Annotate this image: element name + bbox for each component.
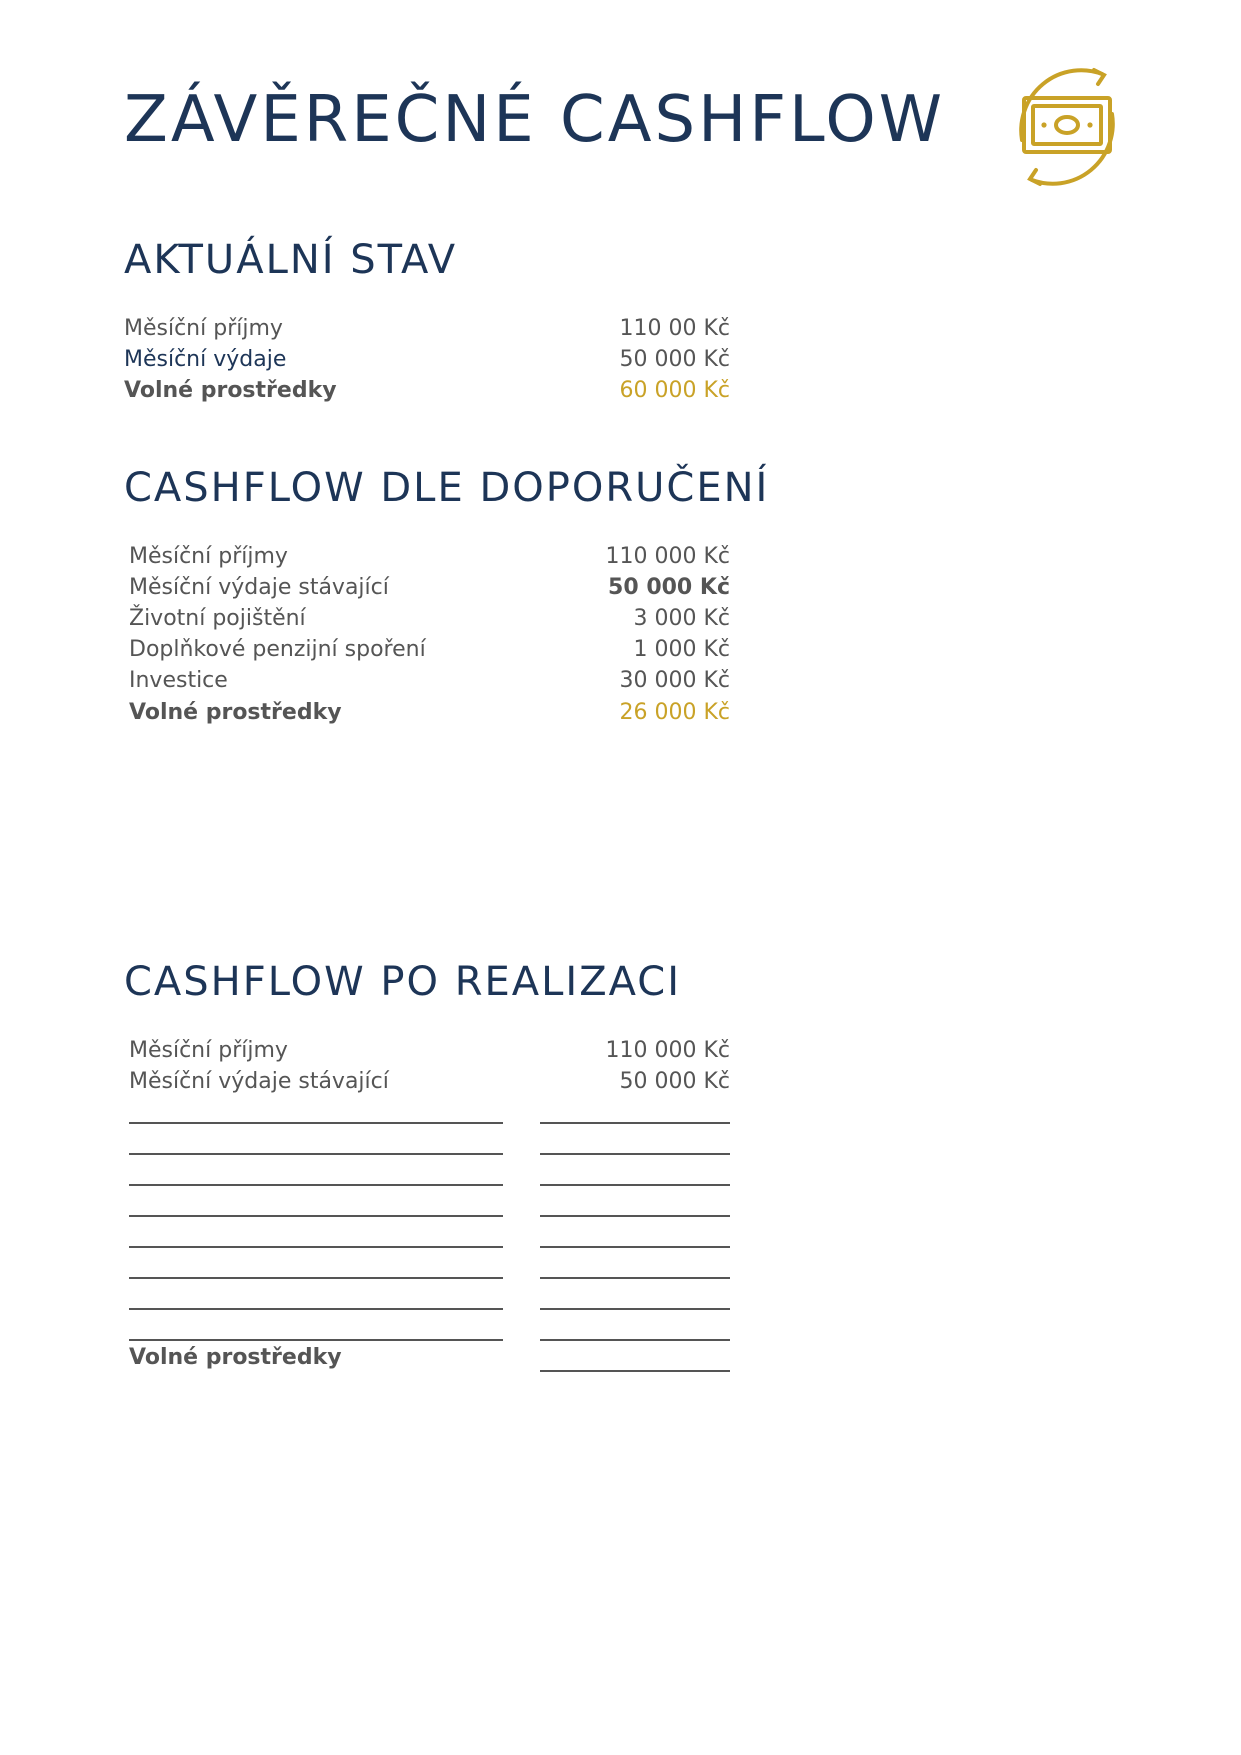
blank-label-line — [129, 1184, 503, 1186]
cashflow-row-total — [129, 1342, 730, 1373]
row-label: Měsíční výdaje — [124, 347, 287, 372]
section-heading-recommended: CASHFLOW DLE DOPORUČENÍ — [124, 465, 770, 511]
cashflow-row-total — [124, 375, 730, 406]
cashflow-row — [129, 1066, 730, 1097]
blank-value-line — [540, 1153, 730, 1155]
row-value: 30 000 Kč — [619, 668, 730, 693]
row-label: Doplňkové penzijní spoření — [129, 637, 426, 662]
blank-value-line — [540, 1339, 730, 1341]
cashflow-row — [129, 634, 730, 665]
cashflow-row — [129, 1035, 730, 1066]
row-label: Investice — [129, 668, 228, 693]
cashflow-row — [129, 572, 730, 603]
row-value: 110 000 Kč — [605, 1038, 730, 1063]
row-value: 1 000 Kč — [633, 637, 730, 662]
row-value: 110 000 Kč — [605, 544, 730, 569]
blank-value-line — [540, 1370, 730, 1372]
cashflow-row — [129, 665, 730, 696]
page-title: ZÁVĚREČNÉ CASHFLOW — [124, 83, 946, 157]
row-label: Volné prostředky — [129, 1345, 342, 1370]
cashflow-row — [124, 313, 730, 344]
blank-value-line — [540, 1308, 730, 1310]
row-value: 110 00 Kč — [619, 316, 730, 341]
blank-value-line — [540, 1184, 730, 1186]
row-label: Měsíční výdaje stávající — [129, 1069, 389, 1094]
blank-label-line — [129, 1308, 503, 1310]
cashflow-row-total — [129, 697, 730, 728]
blank-label-line — [129, 1153, 503, 1155]
section-heading-after: CASHFLOW PO REALIZACI — [124, 959, 681, 1005]
blank-label-line — [129, 1277, 503, 1279]
money-exchange-icon — [1002, 62, 1132, 192]
blank-label-line — [129, 1122, 503, 1124]
row-label: Měsíční příjmy — [129, 544, 288, 569]
blank-value-line — [540, 1122, 730, 1124]
blank-label-line — [129, 1246, 503, 1248]
cashflow-row — [129, 603, 730, 634]
blank-label-line — [129, 1339, 503, 1341]
row-value: 50 000 Kč — [608, 575, 730, 600]
blank-label-line — [129, 1215, 503, 1217]
row-label: Měsíční příjmy — [124, 316, 283, 341]
row-label: Volné prostředky — [129, 700, 342, 725]
row-label: Životní pojištění — [129, 606, 306, 631]
row-value: 50 000 Kč — [619, 347, 730, 372]
row-value: 60 000 Kč — [619, 378, 730, 403]
row-value: 50 000 Kč — [619, 1069, 730, 1094]
row-value: 3 000 Kč — [633, 606, 730, 631]
blank-value-line — [540, 1277, 730, 1279]
cashflow-row — [129, 541, 730, 572]
section-heading-current: AKTUÁLNÍ STAV — [124, 237, 458, 283]
row-label: Měsíční příjmy — [129, 1038, 288, 1063]
blank-value-line — [540, 1246, 730, 1248]
cashflow-row — [124, 344, 730, 375]
row-value: 26 000 Kč — [619, 700, 730, 725]
row-label: Měsíční výdaje stávající — [129, 575, 389, 600]
blank-value-line — [540, 1215, 730, 1217]
row-label: Volné prostředky — [124, 378, 337, 403]
